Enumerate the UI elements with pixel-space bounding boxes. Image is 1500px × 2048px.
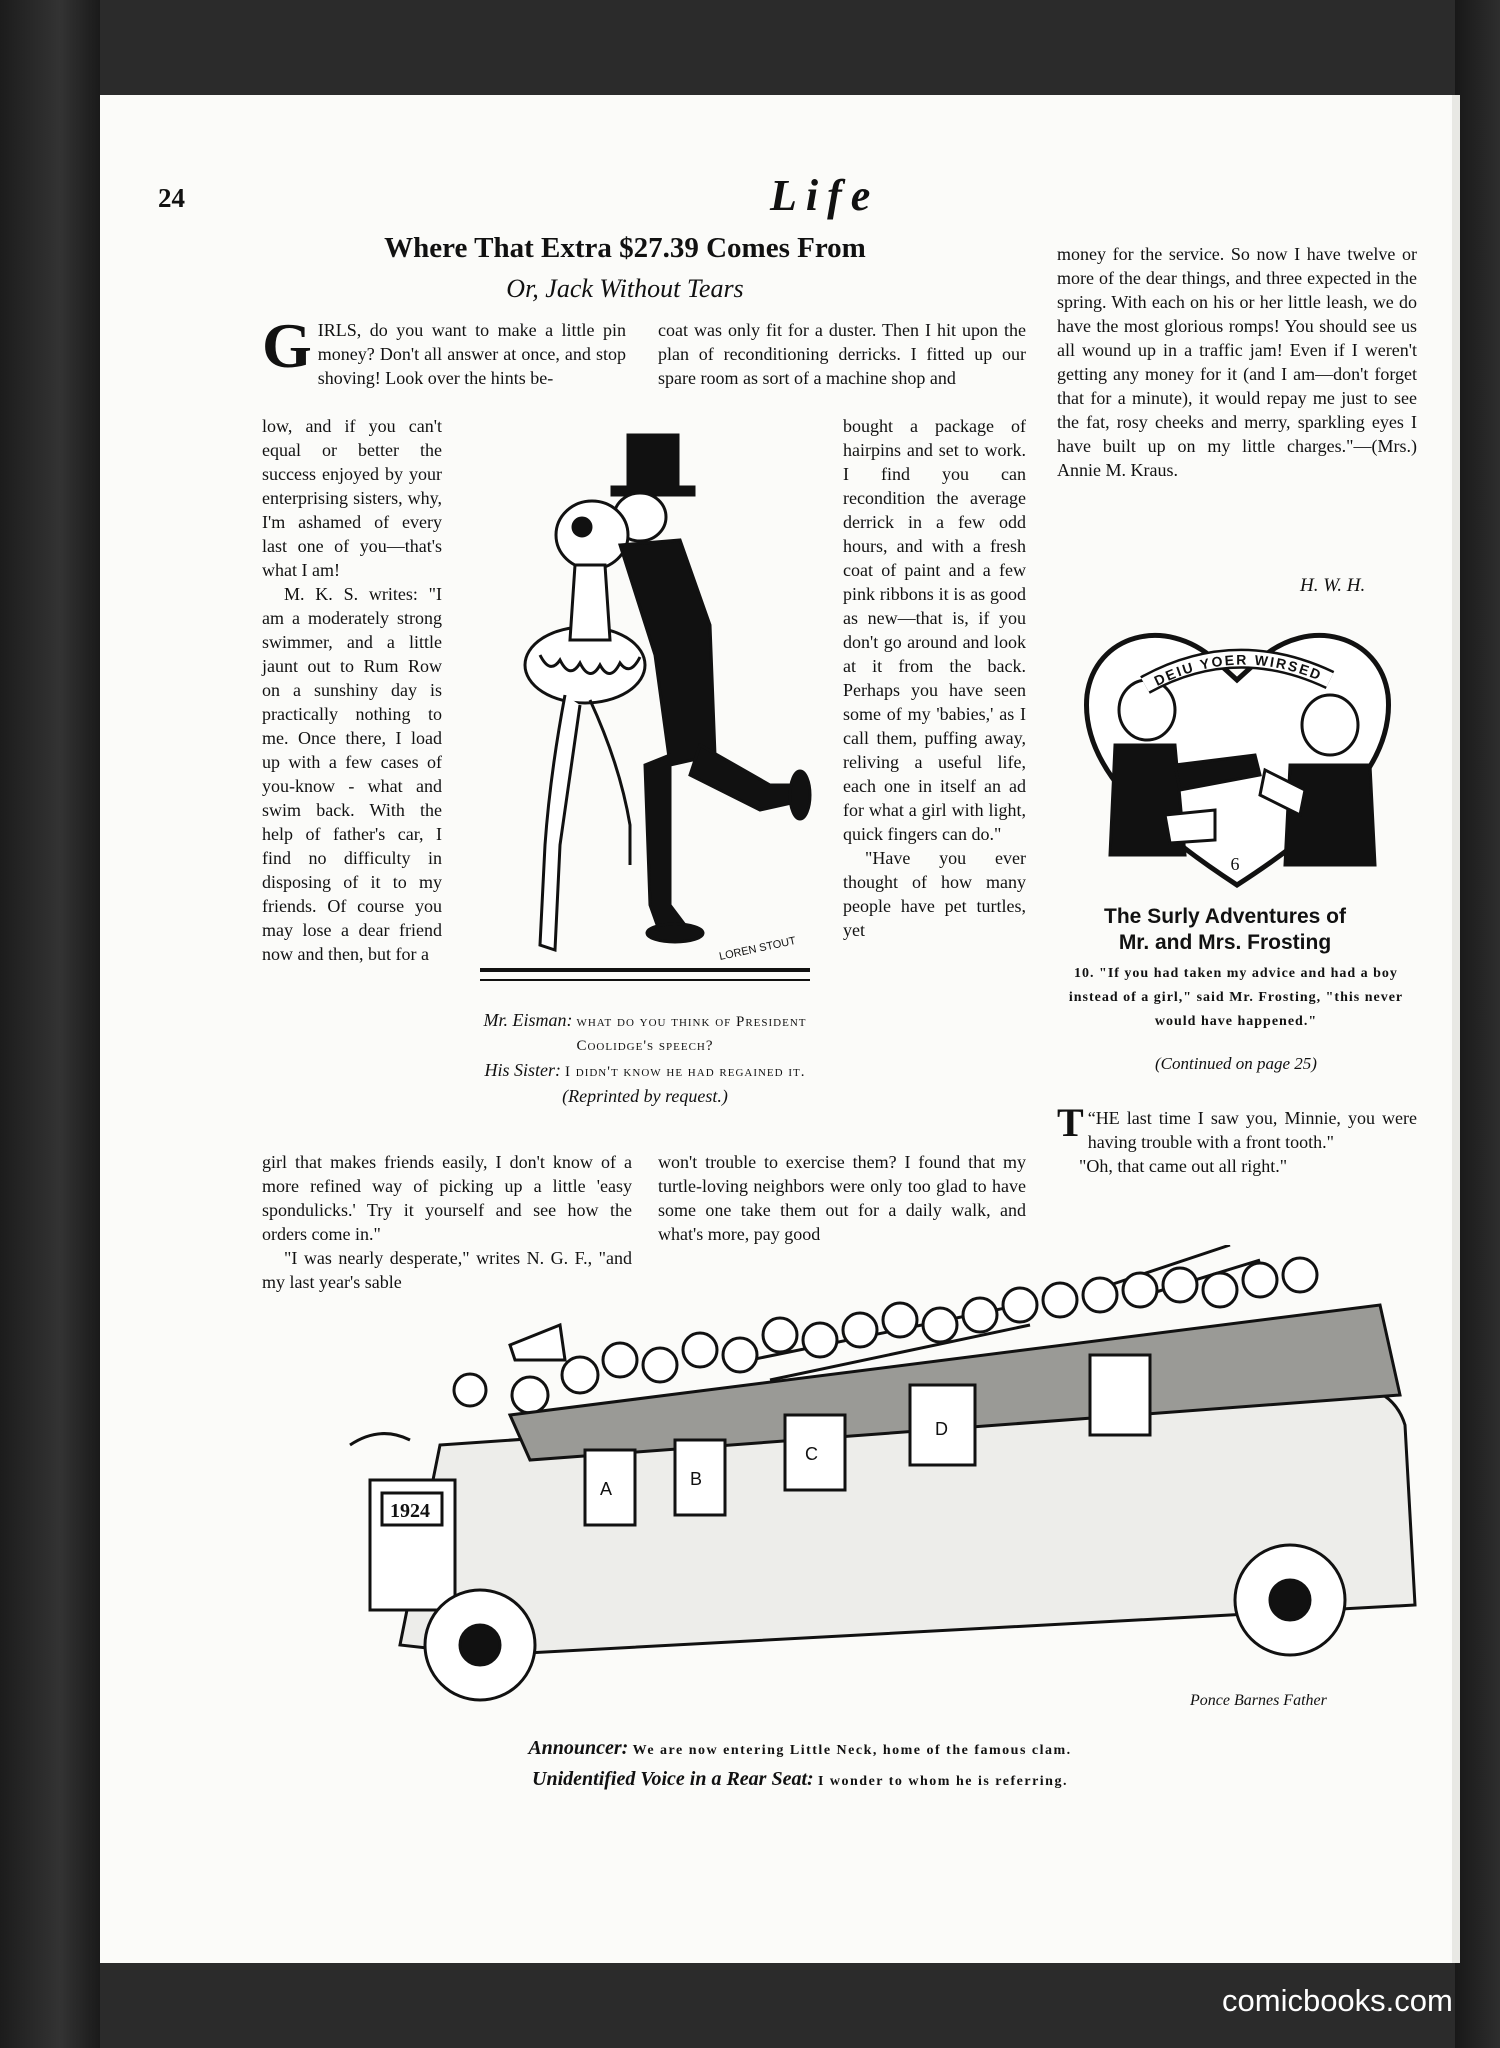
column-1-narrow	[262, 414, 442, 966]
bus-plate: 1924	[390, 1500, 430, 1522]
watermark: comicbooks.com	[1222, 1983, 1453, 2018]
caption-speaker-1: Mr. Eisman:	[483, 1010, 573, 1030]
caption-note: (Reprinted by request.)	[562, 1086, 728, 1106]
bottom-line-1: We are now entering Little Neck, home of the famous clam.	[632, 1743, 1072, 1758]
col2-para-2-cont: won't trouble to exercise them? I found that my turtle-loving neighbors were only too glad to have some one take them out for a daily walk, and what's more, pay good	[658, 1152, 1026, 1244]
column-3	[1057, 242, 1417, 482]
col1-intro: IRLS, do you want to make a little pin money? Don't all answer at once, and stop shoving! Look over the hints be-	[317, 320, 626, 388]
surly-caption: 10. "If you had taken my advice and had a boy instead of a girl," said Mr. Frosting, "this never would have happened."	[1068, 966, 1404, 1029]
surly-title-line-1: The Surly Adventures of	[1104, 905, 1346, 928]
column-2-bottom	[658, 1150, 1026, 1246]
seat-label-a: A	[600, 1479, 613, 1499]
joke-line-2: "Oh, that came out all right."	[1079, 1156, 1288, 1176]
surly-title	[1055, 904, 1395, 956]
bottom-caption	[300, 1734, 1300, 1796]
dancing-couple-illustration	[470, 425, 830, 1015]
joke	[1057, 1100, 1417, 1178]
sightseeing-bus-cartoon	[330, 1245, 1450, 1725]
joke-drop-cap: T	[1057, 1100, 1084, 1145]
continued-note: (Continued on page 25)	[1155, 1054, 1317, 1073]
drop-cap: G	[262, 310, 312, 381]
col2-para-2: "Have you ever thought of how many people have pet turtles, yet	[843, 848, 1026, 940]
column-2-top	[658, 318, 1026, 390]
caption-speaker-2: His Sister:	[484, 1060, 562, 1080]
col3-para-1: money for the service. So now I have twelve or more of the dear things, and three expected in the spring. With each on his or her little leash, we do have the most glorious romps! You should see us all wound up in a traffic jam! Even if I weren't getting any money for it (and I am—don't forget that for a minute), it would repay me just to see the fat, rosy cheeks and merry, sparkling eyes I have built up on my little charges."—(Mrs.) Annie M. Kraus.	[1057, 244, 1417, 480]
col2-para-1-cont: bought a package of hairpins and set to work. I find you can recondition the average derrick in a few odd hours, and with a fresh coat of paint and a few pink ribbons it is as good as new—that is, if you don't go around and look at it from the back. Perhaps you have seen some of my 'babies,' as I call them, puffing away, reliving a useful life, each one in itself an ad for what a girl with light, quick fingers can do."	[843, 416, 1026, 844]
col2-para-1: coat was only fit for a duster. Then I hit upon the plan of reconditioning derricks. I fitted up our spare room as sort of a machine shop and	[658, 320, 1026, 388]
column-1-top	[262, 310, 626, 390]
column-2-narrow	[843, 414, 1026, 942]
article-headline: Where That Extra $27.39 Comes From	[384, 232, 866, 264]
seat-label-d: D	[935, 1419, 948, 1439]
dance-caption	[455, 1008, 835, 1110]
article-subhead: Or, Jack Without Tears	[506, 274, 744, 303]
scan-border-left	[0, 0, 100, 2048]
seat-label-b: B	[690, 1469, 703, 1489]
bottom-speaker-2: Unidentified Voice in a Rear Seat:	[532, 1768, 814, 1790]
heart-cartoon	[1075, 615, 1400, 900]
heart-banner-text: DEIU YOER WIRSED	[1151, 651, 1325, 689]
seat-label-c: C	[805, 1444, 818, 1464]
page-edge	[1452, 95, 1460, 1963]
scan-border-right	[1455, 0, 1500, 2048]
joke-text-1: HE last time I saw you, Minnie, you were having trouble with a front tooth."	[1087, 1108, 1417, 1152]
bottom-speaker-1: Announcer:	[528, 1737, 629, 1759]
page-number: 24	[158, 183, 185, 213]
surly-title-line-2: Mr. and Mrs. Frosting	[1118, 931, 1332, 954]
joke-line-1: “ T HE last time I saw you, Minnie, you were having trouble with a front tooth."	[1057, 1100, 1417, 1152]
masthead: Life	[770, 171, 880, 220]
author-signature: H. W. H.	[1300, 575, 1366, 596]
dance-artist-signature: LOREN STOUT	[718, 934, 797, 963]
svg-text:6: 6	[1230, 854, 1240, 874]
col1-para-3: "I was nearly desperate," writes N. G. F., "and my last year's sable	[262, 1248, 632, 1292]
caption-line-2: I didn't know he had regained it.	[565, 1064, 806, 1080]
caption-line-1: what do you think of President Coolidge's speech?	[576, 1014, 807, 1054]
col1-para-2-cont: girl that makes friends easily, I don't know of a more refined way of picking up a little 'easy spondulicks.' Try it yourself and see how the orders come in."	[262, 1152, 632, 1244]
bus-artist-signature: Ponce Barnes Father	[1190, 1692, 1327, 1709]
col1-para-2: M. K. S. writes: "I am a moderately strong swimmer, and a little jaunt out to Rum Row on a sunshiny day is practically nothing to me. Once there, I load up with a few cases of you-know - what and swim back. With the help of father's car, I find no difficulty in disposing of it to my friends. Of course you may lose a dear friend now and then, but for a	[262, 584, 442, 964]
bottom-line-2: I wonder to whom he is referring.	[817, 1774, 1068, 1789]
col1-para-1: low, and if you can't equal or better the success enjoyed by your enterprising sisters, why, I'm ashamed of every last one of you—that's what I am!	[262, 416, 442, 580]
